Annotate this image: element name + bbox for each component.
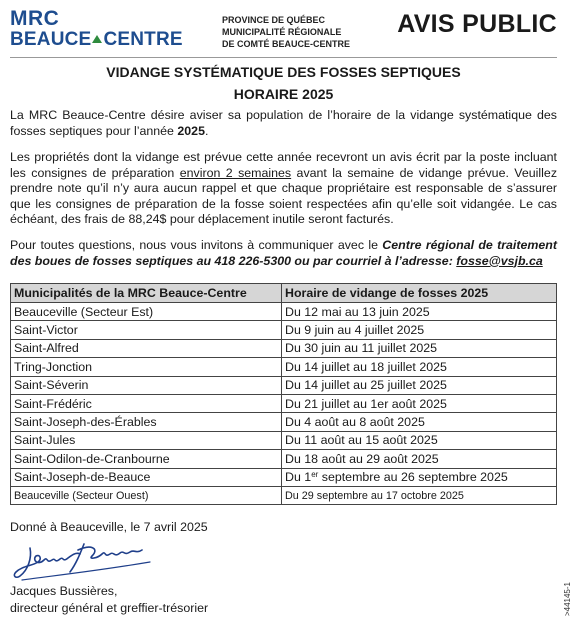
schedule-cell [282, 468, 557, 486]
mrc-logo [10, 8, 183, 50]
schedule-cell: Du 14 juillet au 25 juillet 2025 [282, 376, 557, 394]
table-row [11, 321, 557, 339]
logo-line-beauce-centre [10, 30, 183, 50]
schedule-cell: Du 4 août au 8 août 2025 [282, 413, 557, 431]
table-row [11, 413, 557, 431]
reference-code: >44145-1 [563, 582, 572, 617]
municipality-cell: Saint-Frédéric [11, 394, 282, 412]
schedule-cell: Du 9 juin au 4 juillet 2025 [282, 321, 557, 339]
signature-icon [10, 536, 160, 586]
province-line: MUNICIPALITÉ RÉGIONALE [222, 27, 342, 37]
province-block [222, 14, 350, 50]
municipality-cell: Beauceville (Secteur Ouest) [11, 486, 282, 504]
province-line: PROVINCE DE QUÉBEC [222, 15, 326, 25]
schedule-cell: Du 21 juillet au 1er août 2025 [282, 394, 557, 412]
intro-paragraph [10, 108, 557, 139]
handwritten-signature [10, 536, 160, 591]
schedule-cell: Du 14 juillet au 18 juillet 2025 [282, 358, 557, 376]
schedule-cell: Du 12 mai au 13 juin 2025 [282, 303, 557, 321]
column-header-schedule: Horaire de vidange de fosses 2025 [282, 284, 557, 303]
intro-end: . [204, 123, 209, 138]
municipality-cell: Tring-Jonction [11, 358, 282, 376]
schedule-cell: Du 18 août au 29 août 2025 [282, 450, 557, 468]
schedule-post: septembre au 26 septembre 2025 [318, 470, 508, 485]
logo-line-mrc: MRC [10, 7, 60, 30]
intro-text: La MRC Beauce-Centre désire aviser sa population de l’horaire de la vidange systématique des fosses septiques pour l’année [10, 108, 557, 138]
column-header-municipality: Municipalités de la MRC Beauce-Centre [11, 284, 282, 303]
header-divider [10, 57, 557, 58]
municipality-cell: Saint-Joseph-des-Érables [11, 413, 282, 431]
contact-email-link[interactable]: fosse@vsjb.ca [456, 253, 543, 268]
logo-triangle-icon [92, 35, 102, 43]
schedule-cell: Du 29 septembre au 17 octobre 2025 [282, 486, 557, 504]
municipality-cell: Saint-Odilon-de-Cranbourne [11, 450, 282, 468]
logo-word-centre: CENTRE [103, 29, 183, 50]
instructions-paragraph [10, 150, 557, 228]
table-row [11, 431, 557, 449]
logo-word-beauce: BEAUCE [10, 29, 92, 50]
table-row [11, 486, 557, 504]
table-row [11, 468, 557, 486]
table-row [11, 339, 557, 357]
page-title: VIDANGE SYSTÉMATIQUE DES FOSSES SEPTIQUES [106, 64, 461, 80]
municipality-cell: Saint-Séverin [11, 376, 282, 394]
issued-date-line: Donné à Beauceville, le 7 avril 2025 [10, 520, 208, 534]
table-header-row [11, 284, 557, 303]
notice-label: AVIS PUBLIC [397, 10, 557, 38]
contact-text: Pour toutes questions, nous vous invitons à communiquer avec le [10, 238, 383, 252]
intro-year: 2025 [177, 123, 205, 138]
signer-name: Jacques Bussières, [10, 584, 118, 598]
signer-title: directeur général et greffier-trésorier [10, 601, 209, 615]
table-row [11, 358, 557, 376]
instructions-text-b: avant la semaine de vidange prévue. Veuillez prendre note qu’il n’y aura aucun rappel et que chaque propriétaire est responsable de s’assurer que les consignes de préparation de la fosse soient respectées afin qu’elle soit vidangée. Le cas échéant, des frais de 88,24$ pour déplacement inutile seront facturés. [10, 165, 558, 226]
table-row [11, 450, 557, 468]
municipality-cell: Beauceville (Secteur Est) [11, 303, 282, 321]
page-subtitle: HORAIRE 2025 [233, 86, 334, 102]
municipality-cell: Saint-Joseph-de-Beauce [11, 468, 282, 486]
table-row [11, 376, 557, 394]
instructions-underlined: environ 2 semaines [179, 165, 292, 180]
schedule-cell: Du 30 juin au 11 juillet 2025 [282, 339, 557, 357]
schedule-sup: er [311, 470, 319, 480]
instructions-text-a: Les propriétés dont la vidange est prévue cette année recevront un avis écrit par la poste incluant les consignes de préparation [10, 150, 557, 180]
municipality-cell: Saint-Jules [11, 431, 282, 449]
table-row [11, 303, 557, 321]
municipality-cell: Saint-Alfred [11, 339, 282, 357]
contact-center: Centre régional de traitement des boues de fosses septiques au 418 226-5300 ou par courriel à l’adresse: [10, 238, 557, 268]
schedule-table [10, 283, 557, 505]
municipality-cell: Saint-Victor [11, 321, 282, 339]
table-row [11, 394, 557, 412]
schedule-cell: Du 11 août au 15 août 2025 [282, 431, 557, 449]
schedule-pre: Du 1 [285, 470, 312, 485]
province-line: DE COMTÉ BEAUCE-CENTRE [222, 39, 351, 49]
contact-paragraph [10, 238, 557, 269]
